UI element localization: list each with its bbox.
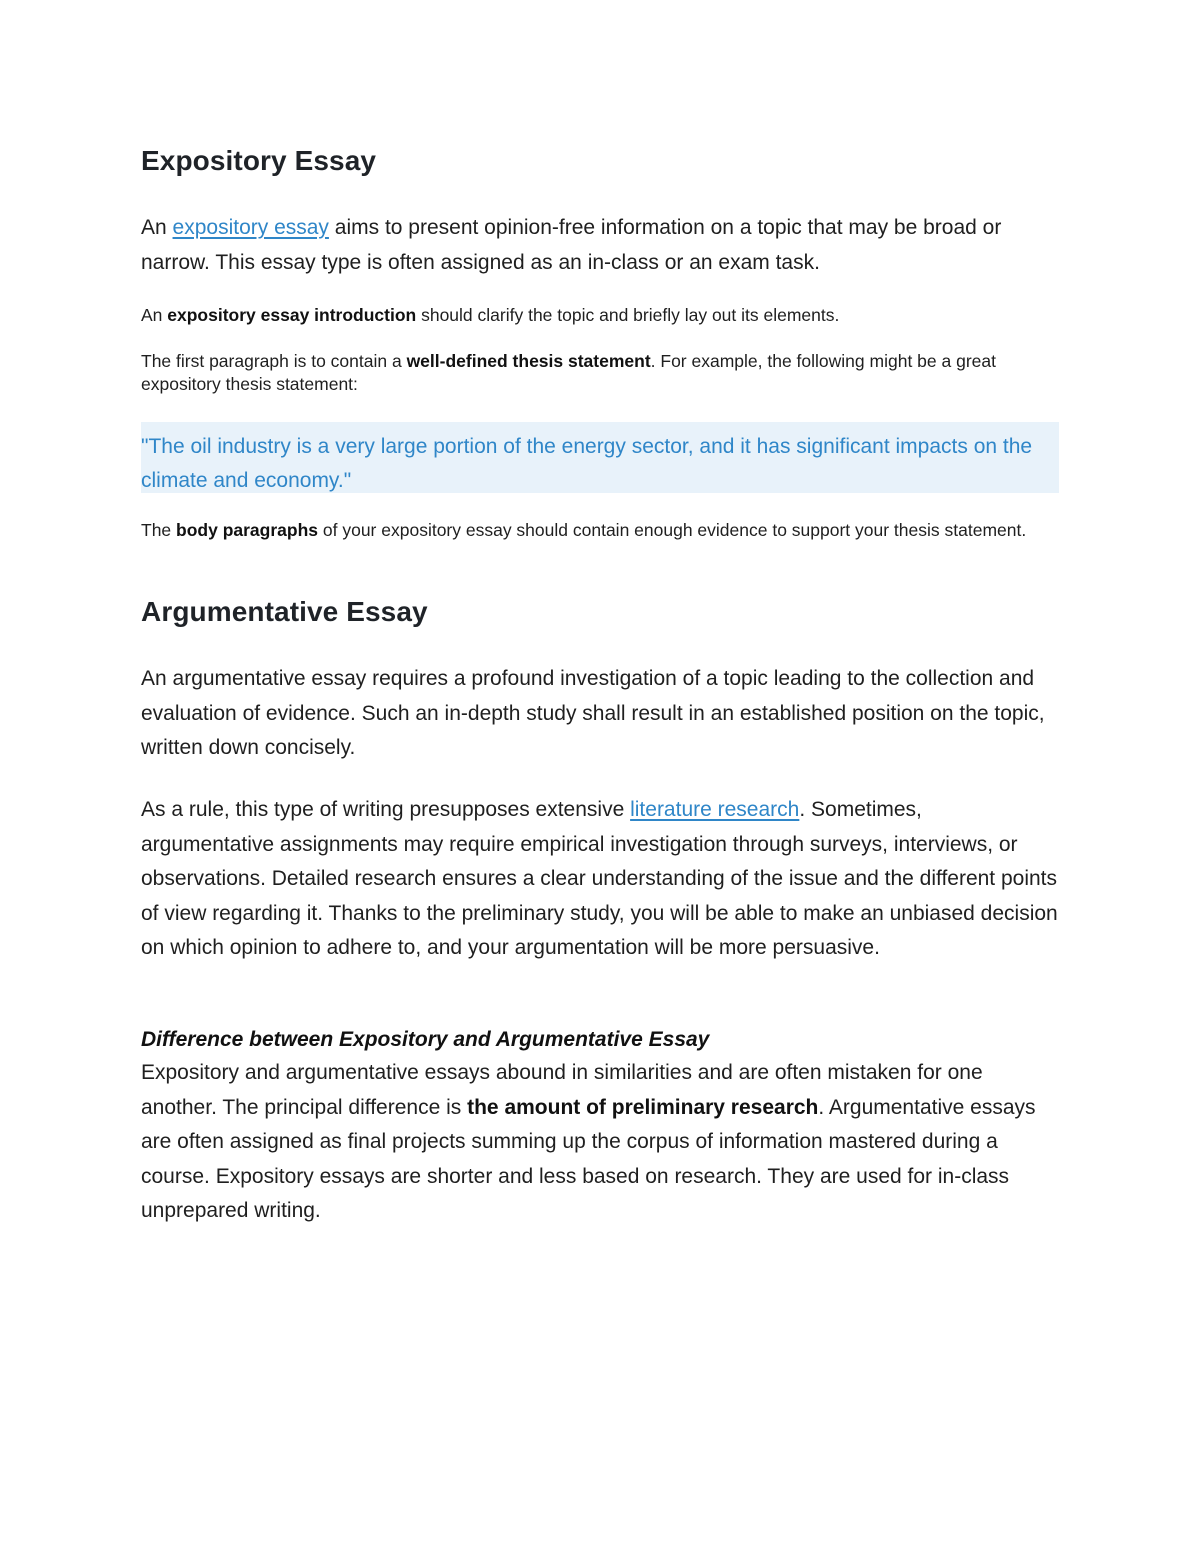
text-segment: Expository and argumentative essays abound in similarities and are often mistaken for one another. The principal difference is <box>141 1061 983 1119</box>
heading-expository-essay: Expository Essay <box>141 145 377 176</box>
paragraph-difference <box>141 1056 1059 1229</box>
text-segment: of your expository essay should contain enough evidence to support your thesis statement. <box>318 520 1027 540</box>
heading-difference: Difference between Expository and Argumentative Essay <box>141 1028 710 1051</box>
text-segment: . Argumentative essays are often assigned as final projects summing up the corpus of information mastered during a course. Expository essays are shorter and less based on research. They are used for in-class unprepared writing. <box>141 1095 1036 1222</box>
bold-term: expository essay introduction <box>167 305 417 325</box>
paragraph-expository-intro <box>141 211 1059 280</box>
bold-term: the amount of preliminary research <box>467 1095 819 1119</box>
text-segment: An <box>141 216 173 239</box>
heading-argumentative-essay: Argumentative Essay <box>141 596 428 627</box>
text-segment: As a rule, this type of writing presupposes extensive <box>141 798 631 821</box>
paragraph-argumentative-research <box>141 793 1059 966</box>
bold-term: body paragraphs <box>176 520 319 540</box>
text-segment: The <box>141 520 177 540</box>
link-expository-essay[interactable]: expository essay <box>172 216 329 239</box>
text-segment: should clarify the topic and briefly lay out its elements. <box>416 305 840 325</box>
text-segment: An <box>141 305 168 325</box>
text-segment: The first paragraph is to contain a <box>141 351 407 371</box>
text-segment: . Sometimes, argumentative assignments may require empirical investigation through surveys, interviews, or observations. Detailed research ensures a clear understanding of the issue and the different points of view regarding it. Thanks to the preliminary study, you will be able to make an unbiased decision on which opinion to adhere to, and your argumentation will be more persuasive. <box>141 798 1058 959</box>
thesis-quote-block: "The oil industry is a very large portion of the energy sector, and it has significant impacts on the climate and economy." <box>141 422 1059 493</box>
paragraph-body <box>141 519 1059 542</box>
paragraph-argumentative-intro: An argumentative essay requires a profound investigation of a topic leading to the collection and evaluation of evidence. Such an in-depth study shall result in an established position on the topic, written down concisely. <box>141 667 1045 759</box>
paragraph-thesis <box>141 350 1059 396</box>
link-literature-research[interactable]: literature research <box>630 798 800 821</box>
paragraph-introduction <box>141 304 1059 327</box>
bold-term: well-defined thesis statement <box>406 351 651 371</box>
text-segment: . For example, the following might be a great expository thesis statement: <box>141 351 996 394</box>
text-segment: aims to present opinion-free information on a topic that may be broad or narrow. This essay type is often assigned as an in-class or an exam task. <box>141 216 1002 274</box>
